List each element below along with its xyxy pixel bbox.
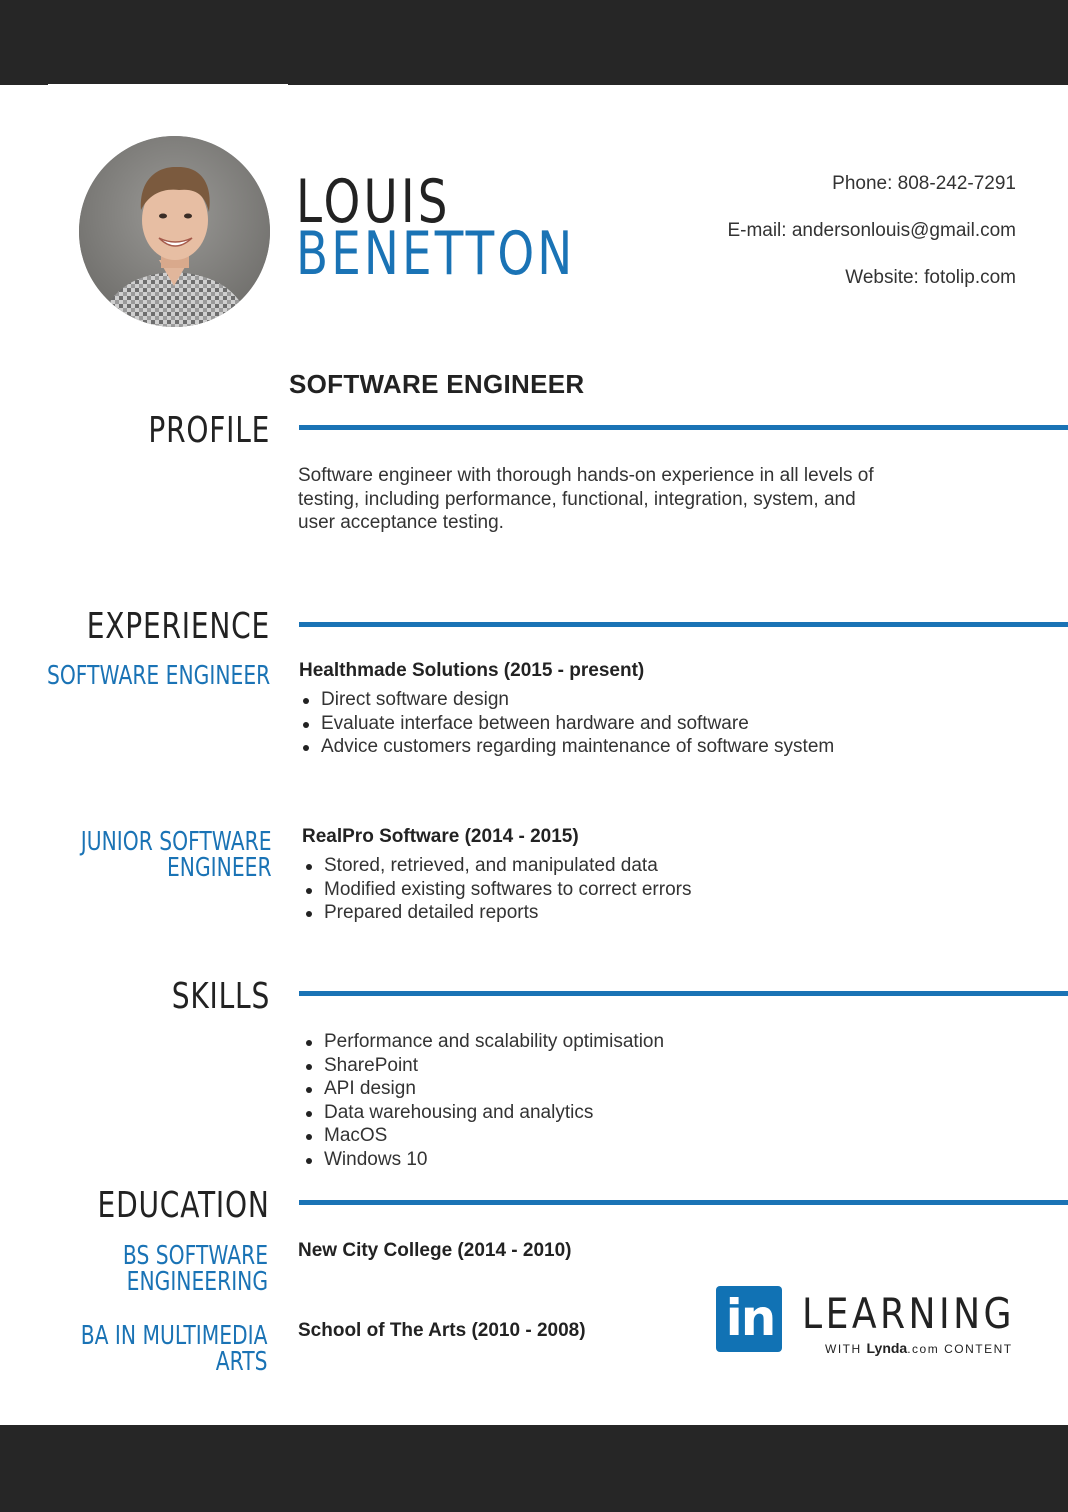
- list-item: Windows 10: [302, 1148, 842, 1172]
- school-2: School of The Arts (2010 - 2008): [298, 1320, 586, 1341]
- list-item: SharePoint: [302, 1054, 842, 1078]
- job-role-2: [81, 829, 272, 881]
- list-item: MacOS: [302, 1124, 842, 1148]
- email-text: E-mail: andersonlouis@gmail.com: [727, 220, 1016, 241]
- job-role-1-line: SOFTWARE ENGINEER: [46, 661, 270, 691]
- degree-1: [123, 1243, 268, 1295]
- list-item: Evaluate interface between hardware and software: [299, 712, 839, 736]
- education-divider: [299, 1200, 1068, 1205]
- list-item: Stored, retrieved, and manipulated data: [302, 854, 842, 878]
- tagline-content: CONTENT: [944, 1342, 1013, 1356]
- list-item: Performance and scalability optimisation: [302, 1030, 842, 1054]
- degree-1-line-1: BS SOFTWARE: [122, 1241, 268, 1271]
- degree-2-line-1: BA IN MULTIMEDIA: [81, 1321, 268, 1351]
- experience-heading: EXPERIENCE: [86, 606, 270, 647]
- website-text: Website: fotolip.com: [845, 267, 1016, 288]
- list-item: Data warehousing and analytics: [302, 1101, 842, 1125]
- profile-heading: PROFILE: [148, 410, 270, 451]
- job-role-2-line-2: ENGINEER: [167, 853, 272, 883]
- experience-divider: [299, 622, 1068, 627]
- degree-1-line-2: ENGINEERING: [126, 1267, 268, 1297]
- profile-text: Software engineer with thorough hands-on experience in all levels of testing, including performance, functional, integration, system, and user acceptance testing.: [298, 465, 874, 533]
- top-bar: [0, 0, 1068, 85]
- job-title: SOFTWARE ENGINEER: [289, 369, 585, 399]
- linkedin-learning-logo: [716, 1285, 1015, 1357]
- tagline-lynda: Lynda: [866, 1340, 908, 1356]
- degree-2: [81, 1323, 268, 1375]
- profile-photo-illustration: [79, 136, 270, 327]
- bottom-bar: [0, 1425, 1068, 1512]
- list-item: Modified existing softwares to correct errors: [302, 878, 842, 902]
- first-name: LOUIS: [296, 167, 451, 237]
- tagline-with: WITH: [825, 1342, 862, 1356]
- tagline-dotcom: .com: [907, 1342, 940, 1356]
- last-name: BENETTON: [296, 219, 576, 289]
- school-1: New City College (2014 - 2010): [298, 1240, 572, 1261]
- top-bar-accent: [48, 84, 288, 86]
- job-role-1: [47, 663, 270, 689]
- list-item: Prepared detailed reports: [302, 901, 842, 925]
- profile-divider: [299, 425, 1068, 430]
- linkedin-in-glyph: in: [725, 1289, 775, 1347]
- degree-2-line-2: ARTS: [216, 1347, 268, 1377]
- list-item: Direct software design: [299, 688, 839, 712]
- job-company-2: RealPro Software (2014 - 2015): [302, 826, 579, 847]
- job-company-1: Healthmade Solutions (2015 - present): [299, 660, 645, 681]
- list-item: Advice customers regarding maintenance of software system: [299, 735, 839, 759]
- linkedin-in-icon: [716, 1286, 782, 1352]
- skills-list: [302, 1030, 842, 1171]
- lynda-tagline: [825, 1340, 1013, 1356]
- phone-text: Phone: 808-242-7291: [832, 173, 1016, 194]
- profile-photo: [79, 136, 270, 327]
- job-role-2-line-1: JUNIOR SOFTWARE: [81, 827, 272, 857]
- education-heading: EDUCATION: [97, 1185, 270, 1226]
- skills-heading: SKILLS: [171, 976, 270, 1017]
- list-item: API design: [302, 1077, 842, 1101]
- job-duties-1: [299, 688, 839, 759]
- learning-wordmark: LEARNING: [802, 1289, 1015, 1338]
- job-duties-2: [302, 854, 842, 925]
- skills-divider: [299, 991, 1068, 996]
